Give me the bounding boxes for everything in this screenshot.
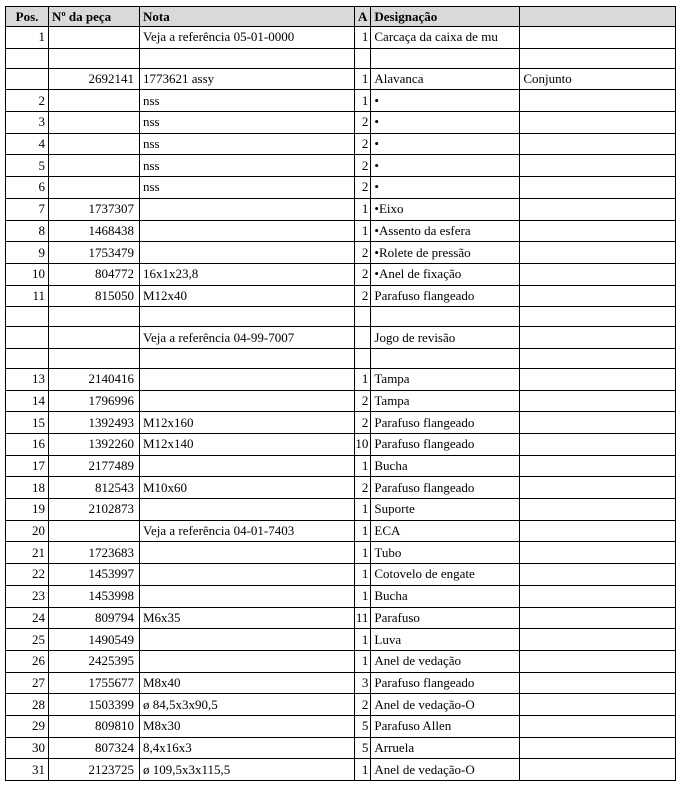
cell-quantity: 1 — [355, 198, 371, 220]
cell-designation: • — [371, 90, 520, 112]
cell-designation: •Rolete de pressão — [371, 242, 520, 264]
cell-pos: 9 — [6, 242, 49, 264]
cell-designation — [371, 307, 520, 327]
cell-quantity: 1 — [355, 759, 371, 781]
cell-designation: Suporte — [371, 499, 520, 521]
cell-quantity — [355, 307, 371, 327]
cell-note: Veja a referência 05-01-0000 — [140, 27, 355, 49]
cell-quantity: 1 — [355, 585, 371, 607]
cell-pos: 23 — [6, 585, 49, 607]
cell-part-number: 1755677 — [49, 672, 140, 694]
cell-quantity: 1 — [355, 542, 371, 564]
cell-pos: 14 — [6, 390, 49, 412]
cell-note — [140, 48, 355, 68]
cell-extra — [520, 564, 676, 586]
cell-quantity: 2 — [355, 694, 371, 716]
cell-designation: Cotovelo de engate — [371, 564, 520, 586]
cell-pos — [6, 68, 49, 90]
cell-quantity — [355, 327, 371, 349]
cell-quantity — [355, 48, 371, 68]
table-row — [6, 177, 676, 199]
cell-pos: 4 — [6, 133, 49, 155]
cell-designation: •Eixo — [371, 198, 520, 220]
cell-part-number: 1468438 — [49, 220, 140, 242]
cell-part-number: 1392260 — [49, 434, 140, 456]
table-header-row — [6, 7, 676, 27]
cell-quantity: 1 — [355, 629, 371, 651]
cell-quantity: 1 — [355, 564, 371, 586]
table-row — [6, 263, 676, 285]
cell-part-number: 809794 — [49, 607, 140, 629]
cell-quantity: 3 — [355, 672, 371, 694]
header-designation: Designação — [371, 7, 520, 27]
cell-pos: 16 — [6, 434, 49, 456]
cell-quantity: 1 — [355, 455, 371, 477]
header-note: Nota — [140, 7, 355, 27]
cell-quantity: 2 — [355, 477, 371, 499]
cell-note — [140, 650, 355, 672]
cell-designation: Bucha — [371, 585, 520, 607]
table-row — [6, 90, 676, 112]
cell-pos: 7 — [6, 198, 49, 220]
cell-extra — [520, 650, 676, 672]
cell-extra — [520, 27, 676, 49]
cell-note — [140, 564, 355, 586]
cell-quantity — [355, 348, 371, 368]
cell-part-number: 2425395 — [49, 650, 140, 672]
table-row — [6, 348, 676, 368]
table-row — [6, 499, 676, 521]
cell-extra — [520, 694, 676, 716]
cell-extra — [520, 520, 676, 542]
table-row — [6, 564, 676, 586]
cell-quantity: 1 — [355, 499, 371, 521]
table-row — [6, 155, 676, 177]
cell-note — [140, 348, 355, 368]
cell-extra — [520, 455, 676, 477]
cell-quantity: 1 — [355, 68, 371, 90]
cell-quantity: 2 — [355, 390, 371, 412]
cell-part-number: 2177489 — [49, 455, 140, 477]
table-row — [6, 48, 676, 68]
table-row — [6, 434, 676, 456]
cell-designation: Arruela — [371, 737, 520, 759]
table-row — [6, 133, 676, 155]
cell-quantity: 5 — [355, 715, 371, 737]
cell-designation: Parafuso Allen — [371, 715, 520, 737]
cell-pos: 28 — [6, 694, 49, 716]
cell-pos: 21 — [6, 542, 49, 564]
cell-extra — [520, 499, 676, 521]
cell-part-number — [49, 155, 140, 177]
cell-pos: 18 — [6, 477, 49, 499]
cell-extra — [520, 368, 676, 390]
cell-part-number: 804772 — [49, 263, 140, 285]
cell-quantity: 2 — [355, 285, 371, 307]
cell-part-number — [49, 348, 140, 368]
cell-extra — [520, 327, 676, 349]
cell-designation: Luva — [371, 629, 520, 651]
cell-note — [140, 368, 355, 390]
cell-note: M12x160 — [140, 412, 355, 434]
table-row — [6, 198, 676, 220]
table-row — [6, 285, 676, 307]
cell-note: 1773621 assy — [140, 68, 355, 90]
cell-pos: 29 — [6, 715, 49, 737]
cell-designation: Anel de vedação-O — [371, 694, 520, 716]
cell-note: ø 109,5x3x115,5 — [140, 759, 355, 781]
table-row — [6, 477, 676, 499]
cell-part-number: 1453998 — [49, 585, 140, 607]
cell-note — [140, 629, 355, 651]
cell-quantity: 5 — [355, 737, 371, 759]
table-row — [6, 390, 676, 412]
cell-designation: •Anel de fixação — [371, 263, 520, 285]
table-row — [6, 607, 676, 629]
cell-pos: 27 — [6, 672, 49, 694]
cell-extra — [520, 90, 676, 112]
cell-pos: 6 — [6, 177, 49, 199]
header-extra — [520, 7, 676, 27]
cell-note: M10x60 — [140, 477, 355, 499]
cell-designation: Parafuso flangeado — [371, 672, 520, 694]
cell-designation: Parafuso — [371, 607, 520, 629]
cell-pos: 19 — [6, 499, 49, 521]
cell-pos: 31 — [6, 759, 49, 781]
cell-extra — [520, 434, 676, 456]
cell-quantity: 1 — [355, 220, 371, 242]
cell-quantity: 2 — [355, 155, 371, 177]
cell-note — [140, 198, 355, 220]
cell-part-number — [49, 90, 140, 112]
cell-pos: 5 — [6, 155, 49, 177]
cell-pos: 25 — [6, 629, 49, 651]
cell-note: nss — [140, 112, 355, 134]
cell-pos: 17 — [6, 455, 49, 477]
cell-pos: 20 — [6, 520, 49, 542]
cell-designation: Anel de vedação — [371, 650, 520, 672]
cell-part-number: 1737307 — [49, 198, 140, 220]
cell-pos — [6, 327, 49, 349]
cell-note: Veja a referência 04-99-7007 — [140, 327, 355, 349]
cell-pos: 13 — [6, 368, 49, 390]
cell-note: ø 84,5x3x90,5 — [140, 694, 355, 716]
cell-extra — [520, 715, 676, 737]
cell-note: M8x40 — [140, 672, 355, 694]
cell-part-number: 1490549 — [49, 629, 140, 651]
cell-quantity: 1 — [355, 368, 371, 390]
cell-designation — [371, 348, 520, 368]
cell-designation: Tampa — [371, 390, 520, 412]
parts-table — [5, 6, 676, 781]
cell-extra — [520, 133, 676, 155]
cell-extra — [520, 198, 676, 220]
cell-pos: 15 — [6, 412, 49, 434]
table-row — [6, 759, 676, 781]
cell-quantity: 1 — [355, 27, 371, 49]
table-row — [6, 629, 676, 651]
cell-part-number: 2692141 — [49, 68, 140, 90]
cell-pos: 24 — [6, 607, 49, 629]
cell-quantity: 2 — [355, 177, 371, 199]
cell-note — [140, 307, 355, 327]
cell-part-number — [49, 48, 140, 68]
cell-part-number: 1503399 — [49, 694, 140, 716]
table-row — [6, 455, 676, 477]
cell-note: nss — [140, 133, 355, 155]
cell-pos: 3 — [6, 112, 49, 134]
table-row — [6, 68, 676, 90]
cell-designation: ECA — [371, 520, 520, 542]
cell-part-number: 1796996 — [49, 390, 140, 412]
cell-designation: •Assento da esfera — [371, 220, 520, 242]
table-row — [6, 694, 676, 716]
cell-designation: Carcaça da caixa de mu — [371, 27, 520, 49]
cell-extra — [520, 737, 676, 759]
cell-note: nss — [140, 177, 355, 199]
cell-designation: Parafuso flangeado — [371, 285, 520, 307]
cell-note: 8,4x16x3 — [140, 737, 355, 759]
cell-designation: Tubo — [371, 542, 520, 564]
cell-designation — [371, 48, 520, 68]
cell-part-number: 2102873 — [49, 499, 140, 521]
cell-designation: Anel de vedação-O — [371, 759, 520, 781]
cell-part-number: 1453997 — [49, 564, 140, 586]
cell-quantity: 10 — [355, 434, 371, 456]
cell-quantity: 2 — [355, 263, 371, 285]
cell-pos: 22 — [6, 564, 49, 586]
cell-designation: Parafuso flangeado — [371, 434, 520, 456]
cell-part-number: 1723683 — [49, 542, 140, 564]
cell-part-number: 807324 — [49, 737, 140, 759]
cell-note: Veja a referência 04-01-7403 — [140, 520, 355, 542]
cell-note: M6x35 — [140, 607, 355, 629]
cell-designation: Bucha — [371, 455, 520, 477]
cell-note — [140, 585, 355, 607]
table-row — [6, 412, 676, 434]
cell-note — [140, 542, 355, 564]
cell-part-number: 815050 — [49, 285, 140, 307]
cell-designation: • — [371, 133, 520, 155]
cell-quantity: 11 — [355, 607, 371, 629]
table-row — [6, 327, 676, 349]
cell-part-number: 2123725 — [49, 759, 140, 781]
cell-extra — [520, 263, 676, 285]
cell-extra — [520, 759, 676, 781]
table-row — [6, 650, 676, 672]
cell-pos: 11 — [6, 285, 49, 307]
table-row — [6, 672, 676, 694]
cell-pos: 10 — [6, 263, 49, 285]
cell-designation: Alavanca — [371, 68, 520, 90]
cell-pos — [6, 307, 49, 327]
table-row — [6, 27, 676, 49]
cell-extra — [520, 672, 676, 694]
cell-note — [140, 220, 355, 242]
cell-part-number — [49, 307, 140, 327]
cell-extra — [520, 285, 676, 307]
cell-part-number: 2140416 — [49, 368, 140, 390]
cell-designation: • — [371, 155, 520, 177]
cell-quantity: 2 — [355, 242, 371, 264]
cell-note: nss — [140, 155, 355, 177]
cell-extra — [520, 412, 676, 434]
cell-pos — [6, 348, 49, 368]
cell-extra — [520, 390, 676, 412]
cell-note — [140, 455, 355, 477]
table-row — [6, 585, 676, 607]
cell-part-number — [49, 27, 140, 49]
cell-quantity: 2 — [355, 112, 371, 134]
parts-list-sheet — [5, 6, 676, 781]
cell-part-number: 1753479 — [49, 242, 140, 264]
cell-extra — [520, 607, 676, 629]
cell-part-number — [49, 177, 140, 199]
cell-note: M12x40 — [140, 285, 355, 307]
cell-pos: 30 — [6, 737, 49, 759]
cell-part-number: 812543 — [49, 477, 140, 499]
table-row — [6, 112, 676, 134]
cell-note: nss — [140, 90, 355, 112]
table-row — [6, 220, 676, 242]
cell-part-number — [49, 520, 140, 542]
cell-quantity: 2 — [355, 412, 371, 434]
cell-pos: 2 — [6, 90, 49, 112]
cell-quantity: 1 — [355, 90, 371, 112]
cell-extra — [520, 155, 676, 177]
header-part-number: Nº da peça — [49, 7, 140, 27]
cell-quantity: 2 — [355, 133, 371, 155]
cell-extra — [520, 112, 676, 134]
table-row — [6, 368, 676, 390]
cell-note — [140, 390, 355, 412]
cell-part-number — [49, 133, 140, 155]
cell-part-number: 809810 — [49, 715, 140, 737]
cell-designation: • — [371, 177, 520, 199]
cell-pos: 8 — [6, 220, 49, 242]
table-row — [6, 520, 676, 542]
cell-extra — [520, 48, 676, 68]
cell-part-number — [49, 327, 140, 349]
table-row — [6, 542, 676, 564]
cell-note: 16x1x23,8 — [140, 263, 355, 285]
cell-extra — [520, 348, 676, 368]
cell-pos: 1 — [6, 27, 49, 49]
cell-part-number — [49, 112, 140, 134]
cell-extra — [520, 542, 676, 564]
cell-note: M12x140 — [140, 434, 355, 456]
cell-designation: • — [371, 112, 520, 134]
cell-extra — [520, 307, 676, 327]
cell-extra — [520, 177, 676, 199]
cell-designation: Parafuso flangeado — [371, 412, 520, 434]
cell-note — [140, 499, 355, 521]
header-quantity: A — [355, 7, 371, 27]
cell-designation: Tampa — [371, 368, 520, 390]
cell-part-number: 1392493 — [49, 412, 140, 434]
table-row — [6, 737, 676, 759]
cell-extra — [520, 220, 676, 242]
table-row — [6, 242, 676, 264]
table-row — [6, 715, 676, 737]
cell-extra: Conjunto — [520, 68, 676, 90]
cell-pos — [6, 48, 49, 68]
cell-quantity: 1 — [355, 650, 371, 672]
cell-note — [140, 242, 355, 264]
cell-extra — [520, 629, 676, 651]
table-body — [6, 27, 676, 781]
cell-extra — [520, 242, 676, 264]
cell-quantity: 1 — [355, 520, 371, 542]
cell-designation: Jogo de revisão — [371, 327, 520, 349]
cell-extra — [520, 585, 676, 607]
header-pos: Pos. — [6, 7, 49, 27]
cell-pos: 26 — [6, 650, 49, 672]
table-row — [6, 307, 676, 327]
cell-designation: Parafuso flangeado — [371, 477, 520, 499]
cell-extra — [520, 477, 676, 499]
cell-note: M8x30 — [140, 715, 355, 737]
